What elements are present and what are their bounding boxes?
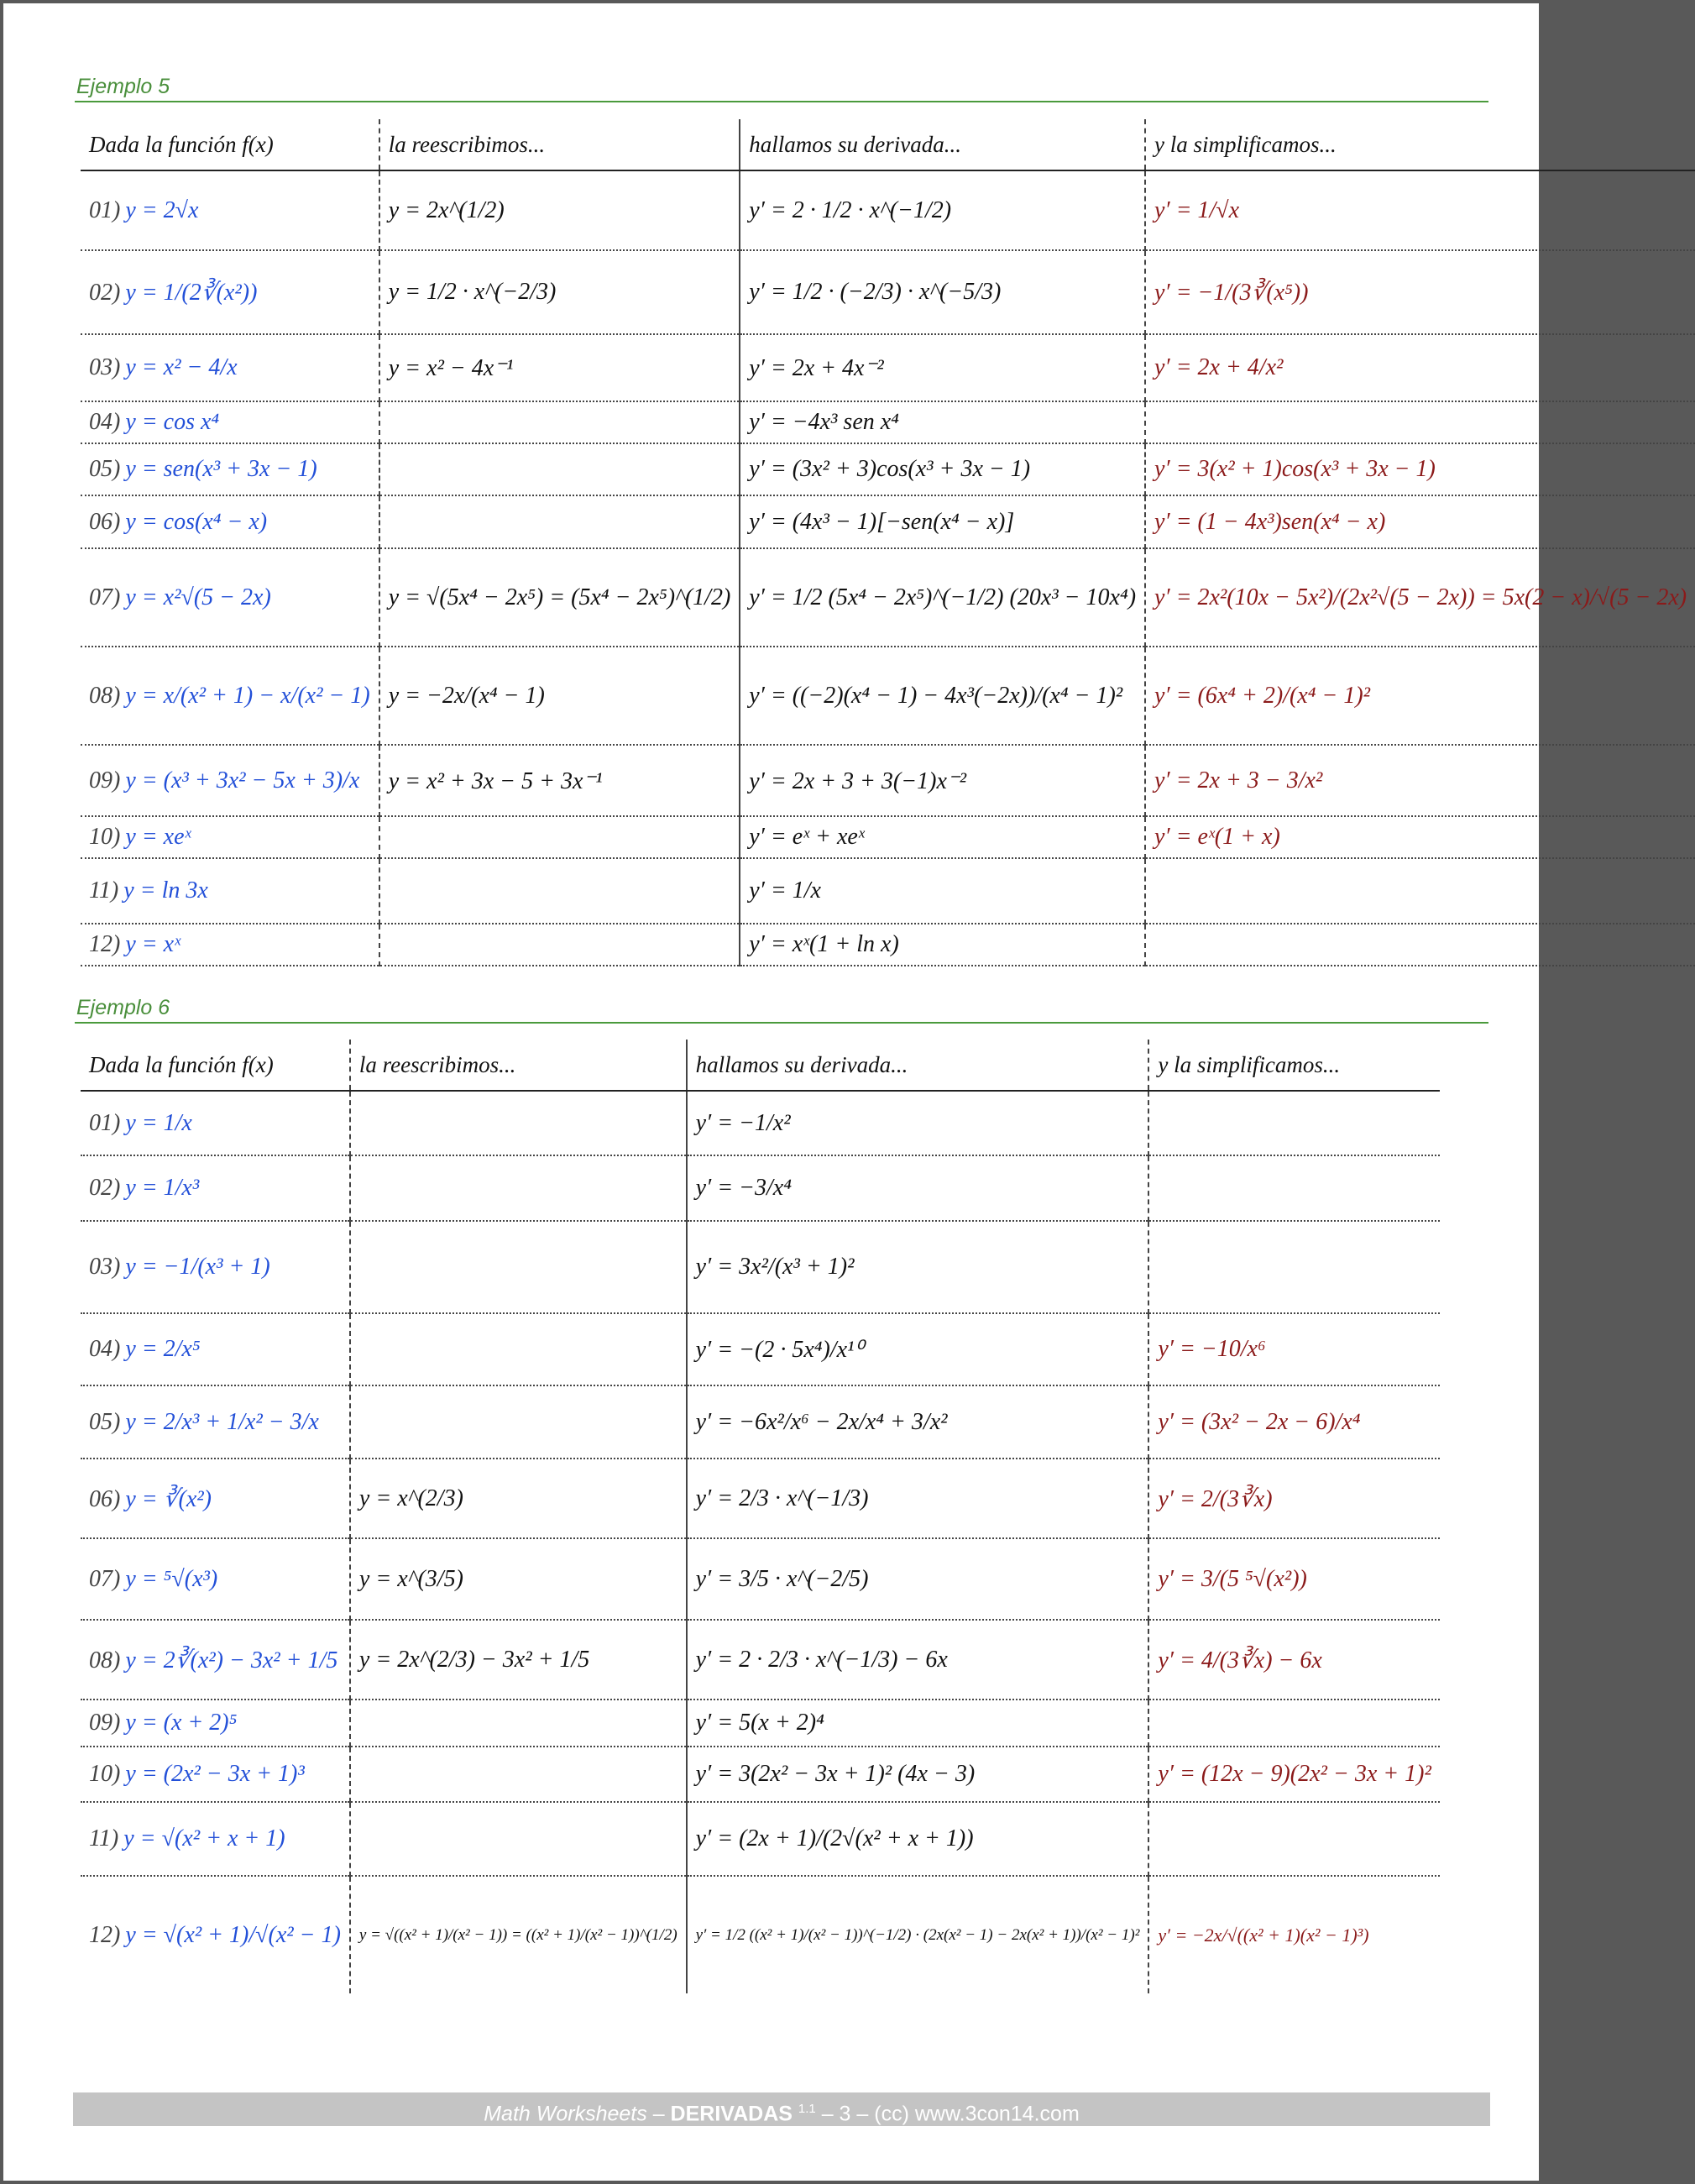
function-expression: y = xeˣ <box>125 824 191 850</box>
table-row <box>81 250 1695 334</box>
row-number: 04) <box>89 409 121 435</box>
derivative-expression: y′ = −(2 · 5x⁴)/x¹⁰ <box>695 1337 864 1363</box>
rewrite-expression: y = 2x^(1/2) <box>388 196 505 223</box>
derivative-expression: y′ = 2x + 4x⁻² <box>749 355 884 381</box>
table-row <box>81 1091 1440 1155</box>
function-expression: y = √(x² + x + 1) <box>123 1825 285 1851</box>
derivative-expression: y′ = 2 · 1/2 · x^(−1/2) <box>749 196 952 223</box>
derivative-expression: y′ = 1/2 ((x² + 1)/(x² − 1))^(−1/2) · (2x(x² − 1) − 2x(x² + 1))/(x² − 1)² <box>695 1925 1140 1944</box>
function-expression: y = 2/x³ + 1/x² − 3/x <box>125 1408 319 1435</box>
row-number: 04) <box>89 1336 121 1362</box>
function-expression: y = sen(x³ + 3x − 1) <box>125 456 317 482</box>
simplified-expression: y′ = −10/x⁶ <box>1158 1336 1266 1362</box>
header-rewrite: la reescribimos... <box>379 119 740 170</box>
function-expression: y = (x³ + 3x² − 5x + 3)/x <box>125 767 360 793</box>
derivative-expression: y′ = 3x²/(x³ + 1)² <box>695 1254 855 1280</box>
rewrite-expression: y = −2x/(x⁴ − 1) <box>388 682 545 709</box>
rewrite-expression: y = 2x^(2/3) − 3x² + 1/5 <box>358 1646 590 1673</box>
function-expression: y = ∛(x²) <box>125 1485 212 1512</box>
row-number: 06) <box>89 1485 121 1512</box>
derivative-expression: y′ = 3(2x² − 3x + 1)² (4x − 3) <box>695 1761 976 1787</box>
function-expression: y = x² − 4/x <box>125 354 238 380</box>
derivative-expression: y′ = 5(x + 2)⁴ <box>695 1710 824 1736</box>
row-number: 02) <box>89 1175 121 1201</box>
table-row <box>81 548 1695 647</box>
example-5-title: Ejemplo 5 <box>76 75 170 98</box>
row-number: 06) <box>89 508 121 535</box>
derivative-expression: y′ = 2x + 3 + 3(−1)x⁻² <box>749 767 967 794</box>
table-row <box>81 1221 1440 1313</box>
worksheet-page <box>3 3 1687 2181</box>
derivative-expression: y′ = −6x²/x⁶ − 2x/x⁴ + 3/x² <box>695 1408 948 1435</box>
table-row <box>81 1459 1440 1538</box>
simplified-expression: y′ = 2/(3∛x) <box>1158 1485 1273 1512</box>
function-expression: y = cos x⁴ <box>125 409 220 435</box>
derivative-expression: y′ = −4x³ sen x⁴ <box>749 409 899 435</box>
derivative-expression: y′ = −3/x⁴ <box>695 1175 792 1201</box>
derivative-expression: y′ = 2/3 · x^(−1/3) <box>695 1485 869 1511</box>
derivative-expression: y′ = (2x + 1)/(2√(x² + x + 1)) <box>695 1825 974 1851</box>
table-row <box>81 1155 1440 1221</box>
row-number: 03) <box>89 1254 121 1280</box>
header-function: Dada la función f(x) <box>81 1040 350 1091</box>
rewrite-expression: y = 1/2 · x^(−2/3) <box>388 279 557 305</box>
footer-topic: DERIVADAS <box>670 2102 793 2126</box>
rewrite-expression: y = x² − 4x⁻¹ <box>388 355 514 381</box>
footer-series: Math Worksheets <box>484 2102 647 2126</box>
row-number: 05) <box>89 456 121 482</box>
table-row <box>81 745 1695 816</box>
function-expression: y = ln 3x <box>123 877 208 903</box>
table-row <box>81 334 1695 401</box>
function-expression: y = −1/(x³ + 1) <box>125 1254 270 1280</box>
example-6-rule <box>75 1022 1488 1024</box>
table-row <box>81 401 1695 443</box>
derivative-expression: y′ = 3/5 · x^(−2/5) <box>695 1565 869 1592</box>
table-header-row <box>81 119 1695 170</box>
simplified-expression: y′ = 2x + 4/x² <box>1154 354 1284 380</box>
simplified-expression: y′ = 3/(5 ⁵√(x²)) <box>1158 1565 1307 1592</box>
rewrite-expression: y = √((x² + 1)/(x² − 1)) = ((x² + 1)/(x² − 1))^(1/2) <box>358 1925 677 1944</box>
footer-page-info: – 3 – (cc) www.3con14.com <box>815 2102 1080 2126</box>
row-number: 07) <box>89 1565 121 1592</box>
function-expression: y = 2∛(x²) − 3x² + 1/5 <box>125 1647 338 1673</box>
derivative-expression: y′ = eˣ + xeˣ <box>749 824 865 850</box>
table-row <box>81 1313 1440 1385</box>
table-row <box>81 1747 1440 1802</box>
table-row <box>81 170 1695 250</box>
function-expression: y = 1/x <box>125 1109 192 1136</box>
row-number: 01) <box>89 196 121 223</box>
table-row <box>81 1700 1440 1747</box>
simplified-expression: y′ = 4/(3∛x) − 6x <box>1158 1647 1322 1673</box>
simplified-expression: y′ = (12x − 9)(2x² − 3x + 1)² <box>1158 1761 1431 1787</box>
function-expression: y = x/(x² + 1) − x/(x² − 1) <box>125 682 370 709</box>
header-rewrite: la reescribimos... <box>350 1040 687 1091</box>
footer-version: 1.1 <box>798 2102 816 2116</box>
simplified-expression: y′ = (1 − 4x³)sen(x⁴ − x) <box>1154 508 1386 535</box>
derivative-expression: y′ = (4x³ − 1)[−sen(x⁴ − x)] <box>749 508 1015 535</box>
function-expression: y = 1/x³ <box>125 1175 200 1201</box>
row-number: 05) <box>89 1408 121 1435</box>
example-5-rule <box>75 101 1488 102</box>
table-row <box>81 858 1695 924</box>
table-row <box>81 495 1695 548</box>
example-6-table <box>81 1040 1440 1993</box>
row-number: 11) <box>89 877 119 903</box>
derivative-expression: y′ = 1/2 · (−2/3) · x^(−5/3) <box>749 279 1002 305</box>
derivative-expression: y′ = −1/x² <box>695 1109 791 1136</box>
function-expression: y = 2/x⁵ <box>125 1336 201 1362</box>
row-number: 09) <box>89 767 121 793</box>
simplified-expression: y′ = 2x + 3 − 3/x² <box>1154 767 1323 793</box>
function-expression: y = 2√x <box>125 196 199 223</box>
footer-separator: – <box>646 2102 671 2126</box>
row-number: 12) <box>89 1921 121 1948</box>
row-number: 07) <box>89 584 121 610</box>
rewrite-expression: y = x^(3/5) <box>358 1565 463 1592</box>
header-derivative: hallamos su derivada... <box>687 1040 1149 1091</box>
row-number: 10) <box>89 1761 121 1787</box>
function-expression: y = cos(x⁴ − x) <box>125 508 268 535</box>
table-row <box>81 1876 1440 1993</box>
table-row <box>81 443 1695 495</box>
rewrite-expression: y = x^(2/3) <box>358 1485 463 1511</box>
row-number: 10) <box>89 824 121 850</box>
row-number: 08) <box>89 682 121 709</box>
header-function: Dada la función f(x) <box>81 119 379 170</box>
header-derivative: hallamos su derivada... <box>740 119 1145 170</box>
derivative-expression: y′ = (3x² + 3)cos(x³ + 3x − 1) <box>749 456 1031 482</box>
derivative-expression: y′ = 2 · 2/3 · x^(−1/3) − 6x <box>695 1646 948 1673</box>
simplified-expression: y′ = (6x⁴ + 2)/(x⁴ − 1)² <box>1154 682 1371 709</box>
row-number: 03) <box>89 354 121 380</box>
table-header-row <box>81 1040 1440 1091</box>
row-number: 09) <box>89 1710 121 1736</box>
function-expression: y = (2x² − 3x + 1)³ <box>125 1761 305 1787</box>
table-row <box>81 924 1695 966</box>
function-expression: y = (x + 2)⁵ <box>125 1710 238 1736</box>
derivative-expression: y′ = ((−2)(x⁴ − 1) − 4x³(−2x))/(x⁴ − 1)² <box>749 682 1123 709</box>
table-row <box>81 816 1695 858</box>
simplified-expression: y′ = (3x² − 2x − 6)/x⁴ <box>1158 1408 1361 1435</box>
simplified-expression: y′ = 2x²(10x − 5x²)/(2x²√(5 − 2x)) = 5x(2 − x)/√(5 − 2x) <box>1154 584 1687 610</box>
row-number: 12) <box>89 931 121 957</box>
row-number: 02) <box>89 280 121 306</box>
simplified-expression: y′ = 1/√x <box>1154 196 1240 223</box>
example-5-table <box>81 119 1695 966</box>
function-expression: y = √(x² + 1)/√(x² − 1) <box>125 1921 341 1948</box>
rewrite-expression: y = x² + 3x − 5 + 3x⁻¹ <box>388 767 603 794</box>
table-row <box>81 1802 1440 1876</box>
function-expression: y = ⁵√(x³) <box>125 1565 218 1592</box>
header-simplify: y la simplificamos... <box>1148 1040 1440 1091</box>
table-row <box>81 647 1695 745</box>
header-simplify: y la simplificamos... <box>1145 119 1695 170</box>
derivative-expression: y′ = 1/x <box>749 877 821 903</box>
table-row <box>81 1538 1440 1620</box>
row-number: 08) <box>89 1647 121 1673</box>
row-number: 01) <box>89 1109 121 1136</box>
table-row <box>81 1385 1440 1459</box>
rewrite-expression: y = √(5x⁴ − 2x⁵) = (5x⁴ − 2x⁵)^(1/2) <box>388 584 731 610</box>
row-number: 11) <box>89 1825 119 1851</box>
footer-bar <box>73 2092 1490 2126</box>
function-expression: y = x²√(5 − 2x) <box>125 584 271 610</box>
derivative-expression: y′ = 1/2 (5x⁴ − 2x⁵)^(−1/2) (20x³ − 10x⁴) <box>749 584 1137 610</box>
simplified-expression: y′ = −1/(3∛(x⁵)) <box>1154 280 1309 306</box>
simplified-expression: y′ = 3(x² + 1)cos(x³ + 3x − 1) <box>1154 456 1436 482</box>
function-expression: y = 1/(2∛(x²)) <box>125 280 258 306</box>
table-row <box>81 1620 1440 1700</box>
simplified-expression: y′ = eˣ(1 + x) <box>1154 824 1280 850</box>
example-6-title: Ejemplo 6 <box>76 996 170 1019</box>
simplified-expression: y′ = −2x/√((x² + 1)(x² − 1)³) <box>1158 1924 1369 1946</box>
function-expression: y = xˣ <box>125 931 180 957</box>
derivative-expression: y′ = xˣ(1 + ln x) <box>749 931 899 957</box>
